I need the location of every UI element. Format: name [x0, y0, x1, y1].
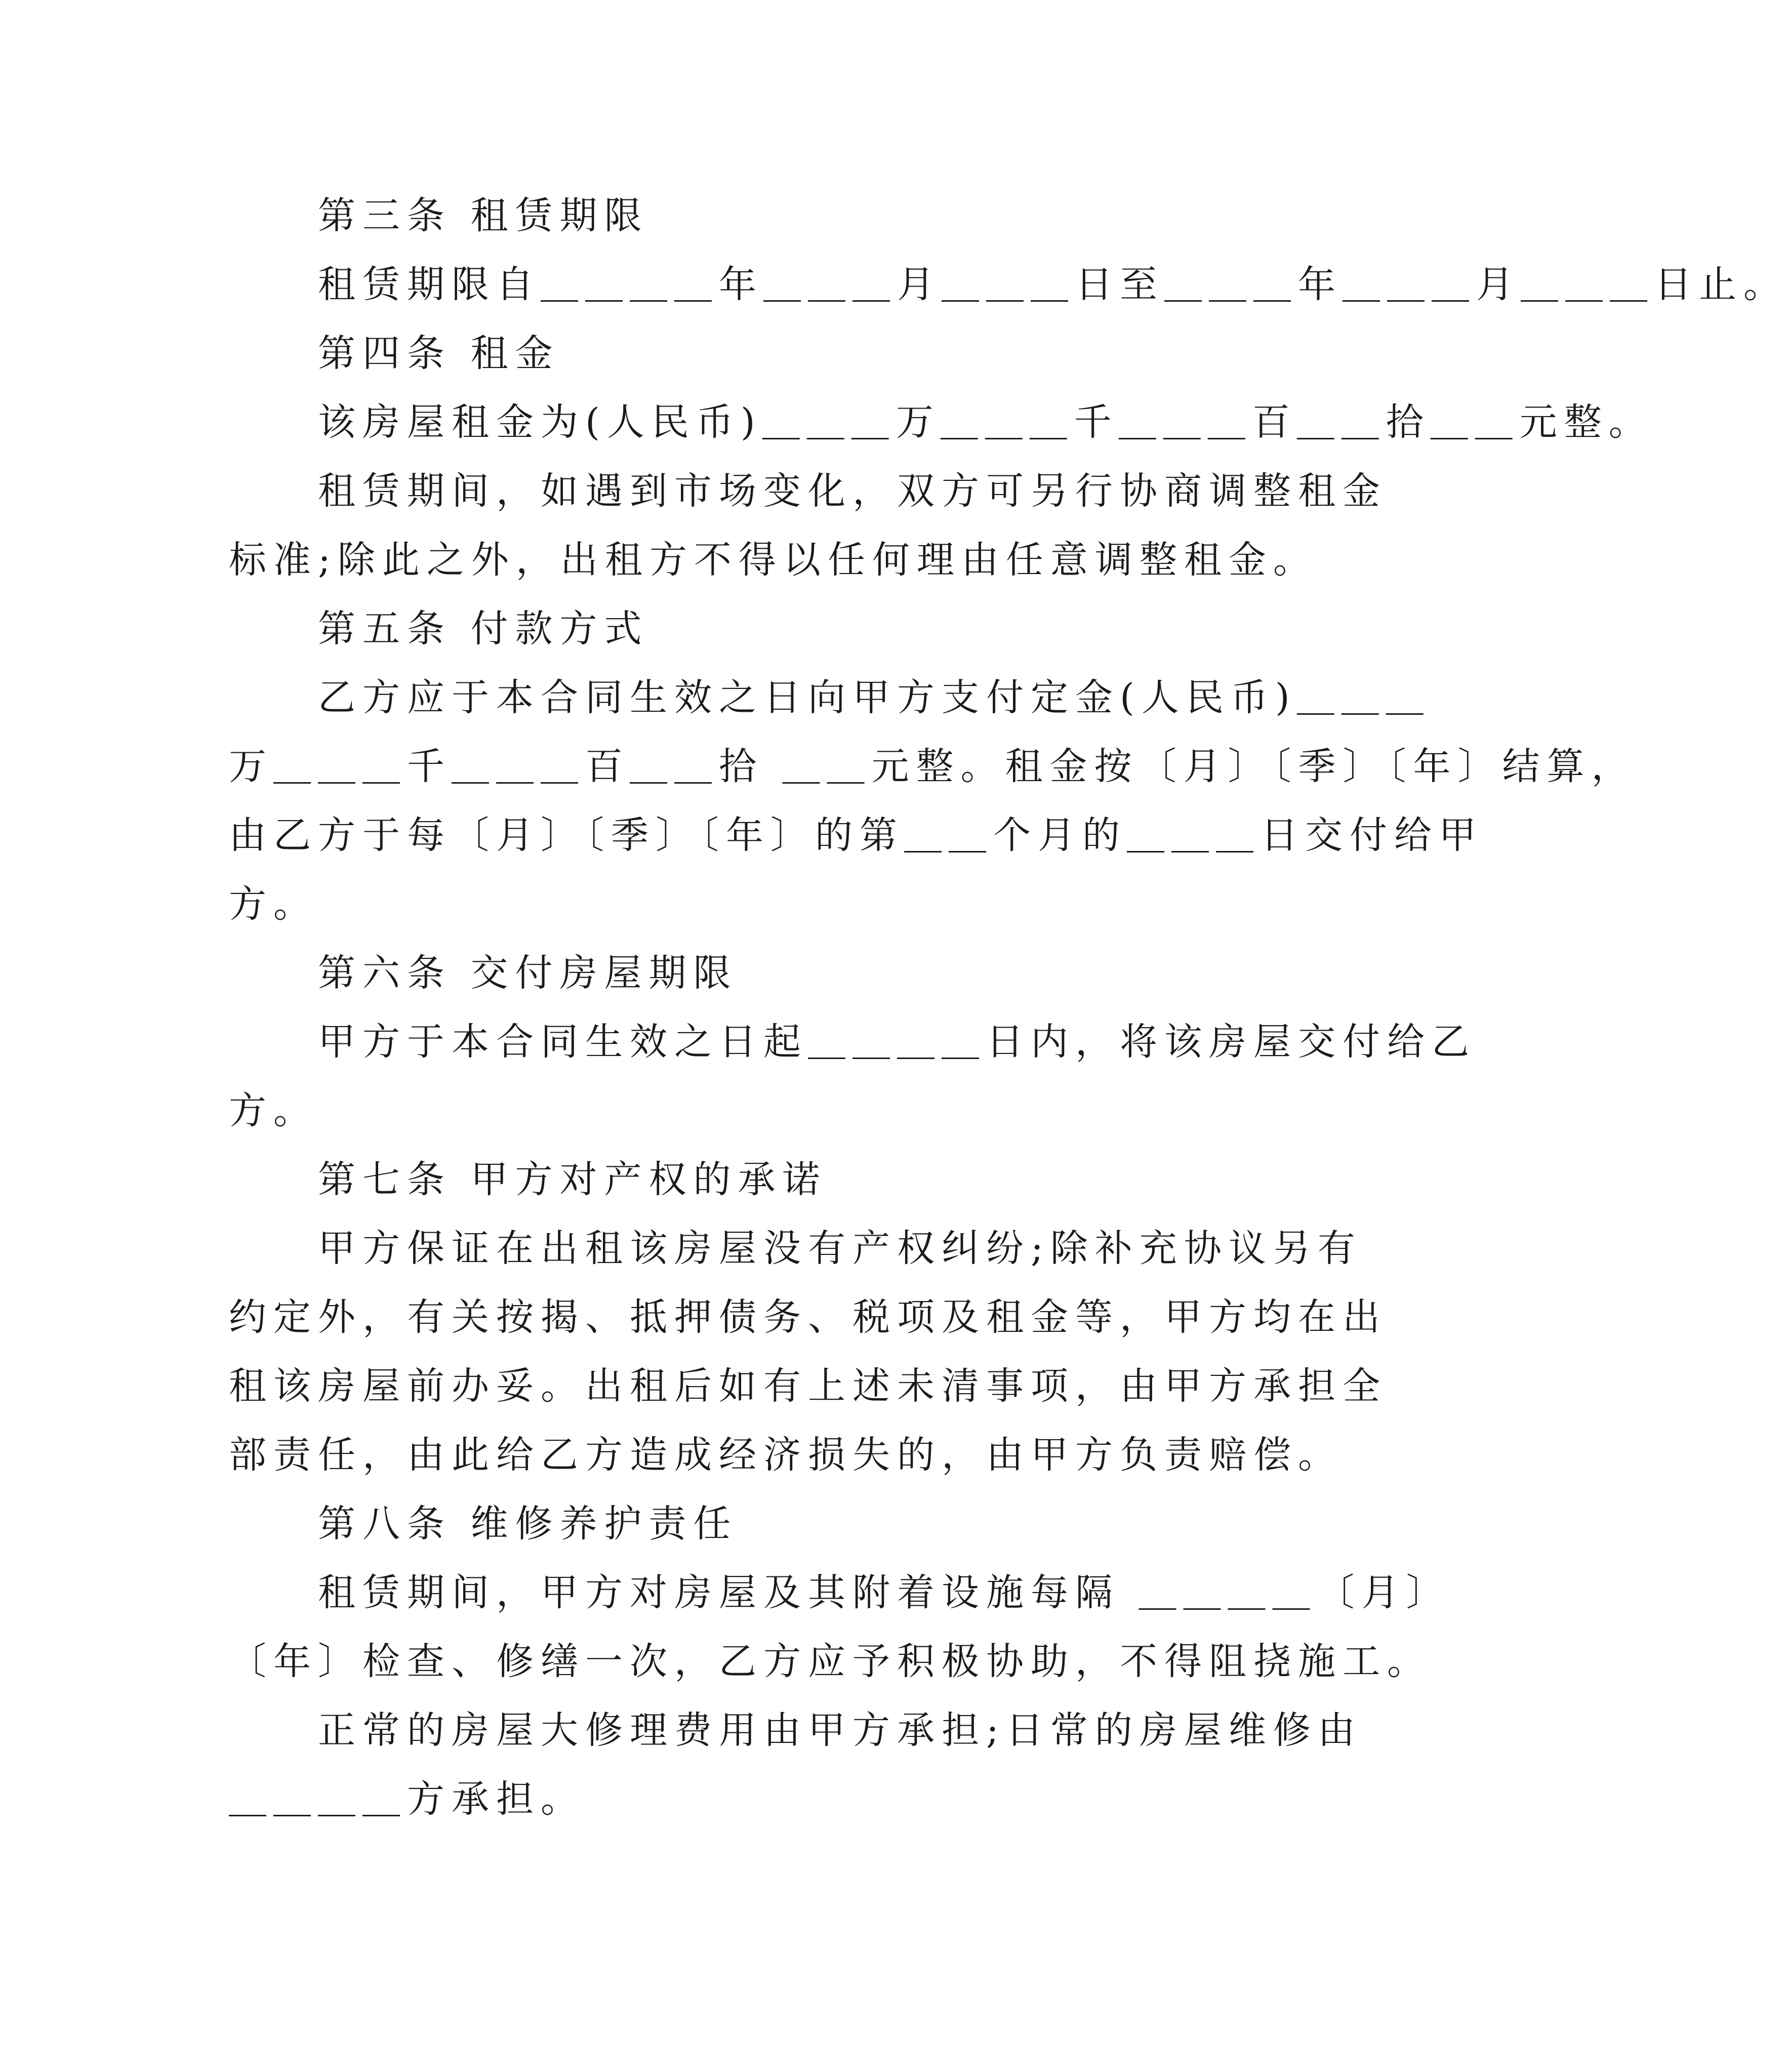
- paragraph-line: 〔年〕检查、修缮一次，乙方应予积极协助，不得阻挠施工。: [229, 1640, 1432, 1683]
- paragraph-line: 甲方于本合同生效之日起＿＿＿＿日内，将该房屋交付给乙: [229, 1020, 1476, 1064]
- paragraph-line: 租赁期限自＿＿＿＿年＿＿＿月＿＿＿日至＿＿＿年＿＿＿月＿＿＿日止。: [229, 263, 1788, 306]
- article-6-heading: 第六条 交付房屋期限: [229, 951, 738, 995]
- paragraph-line: 方。: [229, 1089, 318, 1132]
- paragraph-line: 万＿＿＿千＿＿＿百＿＿拾 ＿＿元整。租金按〔月〕〔季〕〔年〕结算，: [229, 745, 1636, 788]
- article-8-heading: 第八条 维修养护责任: [229, 1502, 738, 1546]
- paragraph-line: 租该房屋前办妥。出租后如有上述未清事项，由甲方承担全: [229, 1364, 1387, 1408]
- paragraph-line: 租赁期间，如遇到市场变化，双方可另行协商调整租金: [229, 469, 1387, 513]
- paragraph-line: 由乙方于每〔月〕〔季〕〔年〕的第＿＿个月的＿＿＿日交付给甲: [229, 814, 1483, 857]
- article-7-heading: 第七条 甲方对产权的承诺: [229, 1158, 827, 1201]
- paragraph-line: 租赁期间，甲方对房屋及其附着设施每隔 ＿＿＿＿〔月〕: [229, 1571, 1451, 1614]
- paragraph-line: 正常的房屋大修理费用由甲方承担;日常的房屋维修由: [229, 1709, 1362, 1752]
- paragraph-line: 标准;除此之外，出租方不得以任何理由任意调整租金。: [229, 538, 1318, 582]
- paragraph-line: 乙方应于本合同生效之日向甲方支付定金(人民币)＿＿＿: [229, 676, 1431, 719]
- article-3-heading: 第三条 租赁期限: [229, 194, 649, 237]
- paragraph-line: 该房屋租金为(人民币)＿＿＿万＿＿＿千＿＿＿百＿＿拾＿＿元整。: [229, 400, 1653, 444]
- paragraph-line: 方。: [229, 882, 318, 926]
- article-5-heading: 第五条 付款方式: [229, 607, 649, 651]
- paragraph-line: 部责任，由此给乙方造成经济损失的，由甲方负责赔偿。: [229, 1433, 1343, 1477]
- paragraph-line: ＿＿＿＿方承担。: [229, 1777, 585, 1821]
- paragraph-line: 甲方保证在出租该房屋没有产权纠纷;除补充协议另有: [229, 1227, 1362, 1270]
- article-4-heading: 第四条 租金: [229, 332, 560, 375]
- paragraph-line: 约定外，有关按揭、抵押债务、税项及租金等，甲方均在出: [229, 1295, 1387, 1339]
